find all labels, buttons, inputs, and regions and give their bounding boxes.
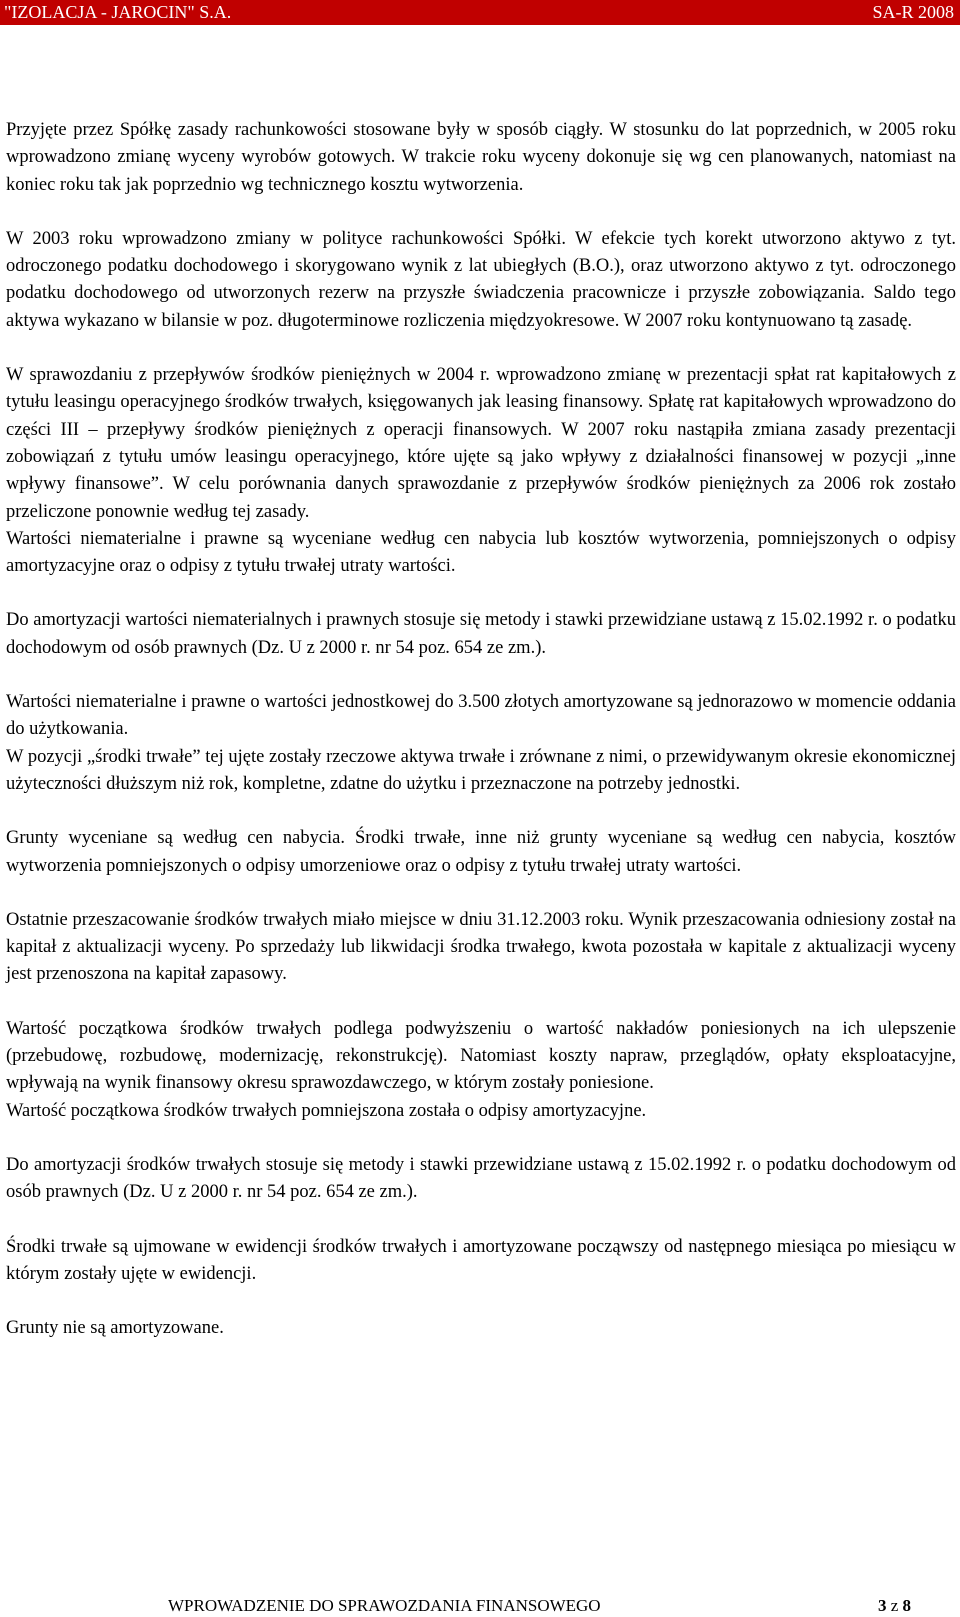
paragraph-cash-flow-presentation: W sprawozdaniu z przepływów środków pieniężnych w 2004 r. wprowadzono zmianę w prezentacji spłat rat kapitałowych z tytułu leasingu operacyjnego środków trwałych, księgowanych jak leasing finansowy. Spłatę rat kapitałowych wprowadzono do części III – przepływy środków pieniężnych z operacji finansowych. W 2007 roku nastąpiła zmiana zasady prezentacji zobowiązań z tytułu umów leasingu operacyjnego, które ujęte są jako wpływy z działalności finansowej w pozycji „inne wpływy finansowe”. W celu porównania danych sprawozdanie z przepływów środków pieniężnych za 2006 rok zostało przeliczone ponownie według tej zasady. — [6, 365, 956, 522]
page-number — [878, 1596, 911, 1616]
paragraph-fixed-assets-definition: W pozycji „środki trwałe” tej ujęte zostały rzeczowe aktywa trwałe i zrównane z nimi, o przewidywanym okresie ekonomicznej użyteczności dłuższym niż rok, kompletne, zdatne do użytku i przeznaczone na potrzeby jednostki. — [6, 746, 956, 794]
paragraph-intangibles-amortization: Do amortyzacji wartości niematerialnych i prawnych stosuje się metody i stawki przewidziane ustawą z 15.02.1992 r. o podatku dochodowym od osób prawnych (Dz. U z 2000 r. nr 54 poz. 654 ze zm.). — [6, 610, 956, 658]
paragraph-fixed-assets-amortization: Do amortyzacji środków trwałych stosuje się metody i stawki przewidziane ustawą z 15.02.1992 r. o podatku dochodowym od osób prawnych (Dz. U z 2000 r. nr 54 poz. 654 ze zm.). — [6, 1154, 956, 1203]
page-of: z — [890, 1596, 899, 1615]
paragraph-low-value-intangibles: Wartości niematerialne i prawne o wartości jednostkowej do 3.500 złotych amortyzowane są jednorazowo w momencie oddania do użytkowania. — [6, 692, 956, 740]
total-pages: 8 — [902, 1596, 912, 1615]
document-body — [6, 117, 956, 1342]
paragraph-land-not-amortized: Grunty nie są amortyzowane. — [6, 1318, 224, 1339]
page-header — [0, 0, 960, 25]
paragraph-revaluation: Ostatnie przeszacowanie środków trwałych miało miejsce w dniu 31.12.2003 roku. Wynik przeszacowania odniesiony został na kapitał z aktualizacji wyceny. Po sprzedaży lub likwidacji środka trwałego, kwota pozostała w kapitale z aktualizacji wyceny jest przenoszona na kapitał zapasowy. — [6, 909, 956, 985]
paragraph-registration: Środki trwałe są ujmowane w ewidencji środków trwałych i amortyzowane począwszy od następnego miesiąca po miesiącu w którym zostały ujęte w ewidencji. — [6, 1236, 956, 1284]
report-code: SA-R 2008 — [872, 2, 954, 22]
paragraph-intangibles-valuation: Wartości niematerialne i prawne są wyceniane według cen nabycia lub kosztów wytworzenia, pomniejszonych o odpisy amortyzacyjne oraz o odpisy z tytułu trwałej utraty wartości. — [6, 528, 956, 577]
paragraph-land-valuation: Grunty wyceniane są według cen nabycia. Środki trwałe, inne niż grunty wyceniane są według cen nabycia, kosztów wytworzenia pomniejszonych o odpisy umorzeniowe oraz o odpisy z tytułu trwałej utraty wartości. — [6, 828, 956, 876]
paragraph-initial-value-increase: Wartość początkowa środków trwałych podlega podwyższeniu o wartość nakładów poniesionych na ich ulepszenie (przebudowę, rozbudowę, modernizację, rekonstrukcję). Natomiast koszty napraw, przeglądów, opłaty eksploatacyjne, wpływają na wynik finansowy okresu sprawozdawczego, w którym zostały poniesione. — [6, 1018, 956, 1094]
paragraph-policy-changes-2003: W 2003 roku wprowadzono zmiany w polityce rachunkowości Spółki. W efekcie tych korekt utworzono aktywo z tyt. odroczonego podatku dochodowego i skorygowano wynik z lat ubiegłych (B.O.), oraz utworzono aktywo z tyt. odroczonego podatku dochodowego od utworzonych rezerw na przyszłe świadczenia pracownicze i przyszłe zobowiązania. Saldo tego aktywa wykazano w bilansie w poz. długoterminowe rozliczenia międzyokresowe. W 2007 roku kontynuowano tą zasadę. — [6, 228, 956, 331]
company-name: "IZOLACJA - JAROCIN" S.A. — [4, 2, 232, 22]
paragraph-initial-value-decrease: Wartość początkowa środków trwałych pomniejszona została o odpisy amortyzacyjne. — [6, 1100, 647, 1121]
current-page: 3 — [878, 1596, 887, 1615]
paragraph-accounting-principles: Przyjęte przez Spółkę zasady rachunkowości stosowane były w sposób ciągły. W stosunku do lat poprzednich, w 2005 roku wprowadzono zmianę wyceny wyrobów gotowych. W trakcie roku wyceny dokonuje się wg cen planowanych, natomiast na koniec roku tak jak poprzednio wg technicznego kosztu wytworzenia. — [6, 120, 956, 195]
footer-title: WPROWADZENIE DO SPRAWOZDANIA FINANSOWEGO — [168, 1596, 601, 1615]
